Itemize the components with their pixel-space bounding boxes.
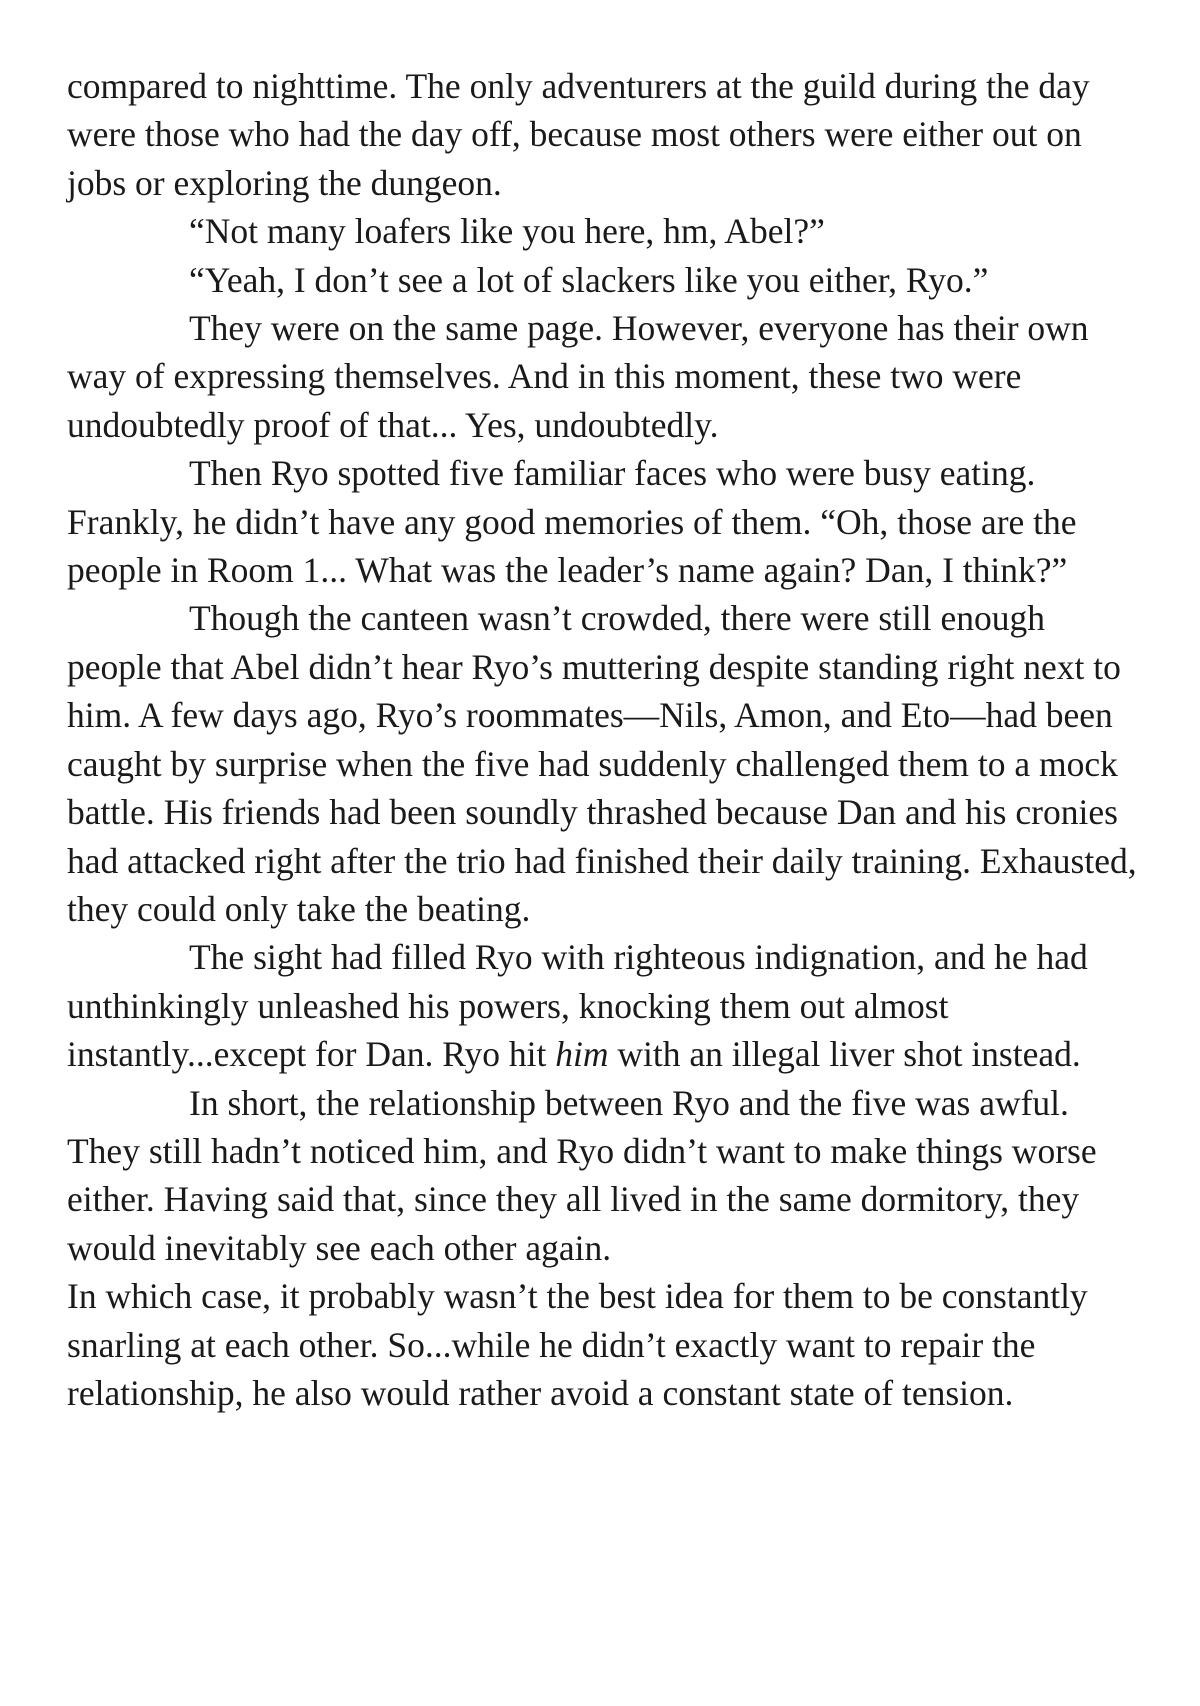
paragraph-text-before: The sight had filled Ryo with righteous indignation, and he had unthinkingly unleashed his powers, knocking them out almost instantly...except for Dan. Ryo hit (67, 937, 1088, 1075)
paragraph-continuation: compared to nighttime. The only adventurers at the guild during the day were those who had the day off, because most others were either out on jobs or exploring the dungeon. (67, 66, 1090, 203)
paragraph-dialogue-ryo: “Not many loafers like you here, hm, Abel?” (189, 211, 825, 252)
emphasized-word: him (555, 1034, 609, 1075)
paragraph-relationship: In short, the relationship between Ryo and the five was awful. They still hadn’t noticed him, and Ryo didn’t want to make things worse either. Having said that, since they all lived in the same dormitory, they would inevitably see each other again. (67, 1082, 1097, 1268)
paragraph-canteen: Though the canteen wasn’t crowded, there were still enough people that Abel didn’t hear Ryo’s muttering despite standing right next to him. A few days ago, Ryo’s roommates—Nils, Amon, and Eto—had been caught by surprise when the five had suddenly challenged them to a mock battle. His friends had been soundly thrashed because Dan and his cronies had attacked right after the trio had finished their daily training. Exhausted, they could only take the beating. (67, 598, 1137, 929)
paragraph-familiar-faces: Then Ryo spotted five familiar faces who were busy eating. Frankly, he didn’t have any good memories of them. “Oh, those are the people in Room 1... What was the leader’s name again? Dan, I think?” (67, 453, 1077, 591)
paragraph-text-after: with an illegal liver shot instead. (608, 1034, 1081, 1075)
paragraph-dialogue-abel: “Yeah, I don’t see a lot of slackers like you either, Ryo.” (189, 259, 989, 300)
paragraph-indignation (67, 933, 1147, 1078)
paragraph-same-page: They were on the same page. However, everyone has their own way of expressing themselves. And in this moment, these two were undoubtedly proof of that... Yes, undoubtedly. (67, 308, 1089, 445)
book-page (67, 62, 1147, 1417)
paragraph-conclusion: In which case, it probably wasn’t the best idea for them to be constantly snarling at each other. So...while he didn’t exactly want to repair the relationship, he also would rather avoid a constant state of tension. (67, 1276, 1088, 1413)
